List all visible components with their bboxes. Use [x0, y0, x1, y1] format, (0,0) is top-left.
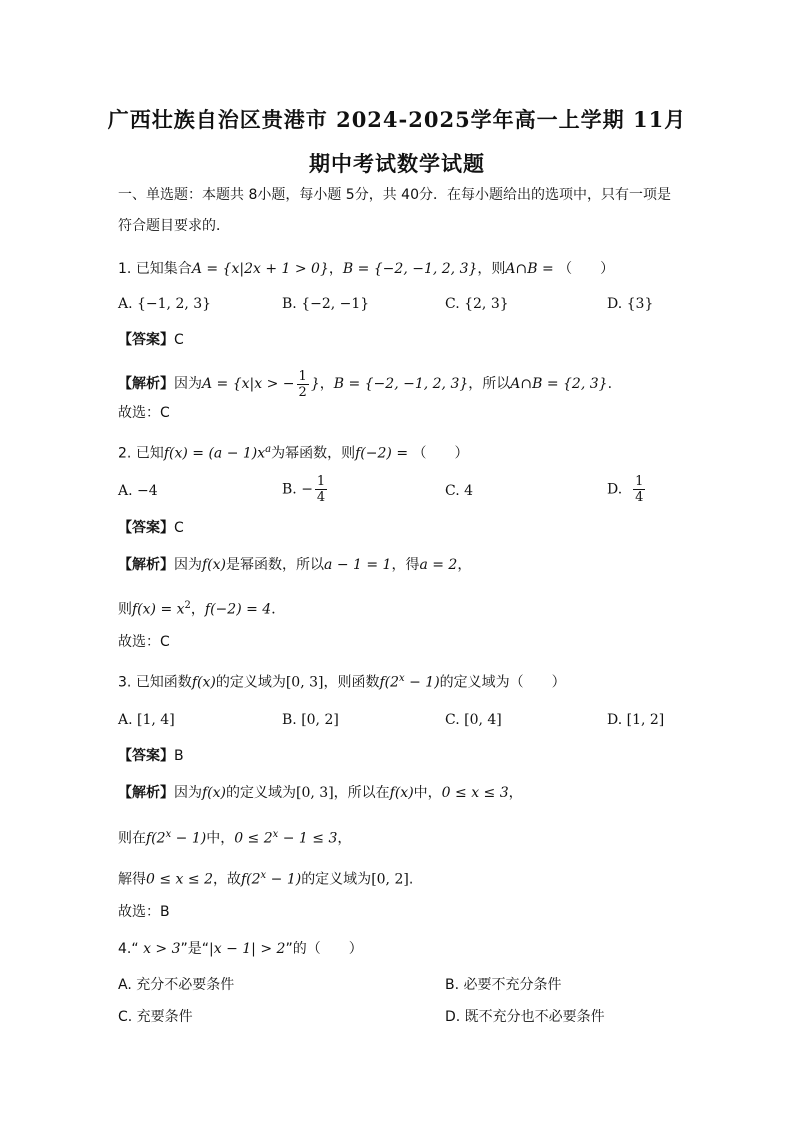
section-heading-cont: 符合题目要求的． — [118, 218, 230, 234]
analysis-3-cont: 则在$f(2^x - 1)$中，$0 \le 2^x - 1 \le 3$， — [118, 829, 352, 847]
option-d: D. {3} — [607, 296, 654, 312]
question-3: 3. 已知函数f(x)的定义域为[0, 3]，则函数$f(2^x - 1)$的定义域为（ ） — [118, 673, 566, 691]
section-heading: 一、单选题：本题共 8小题，每小题 5分，共 40分．在每小题给出的选项中，只有一项是 — [118, 187, 671, 203]
option-b: B. 必要不充分条件 — [445, 977, 562, 993]
option-a: A. {−1, 2, 3} — [118, 296, 212, 312]
option-a: A. −4 — [118, 483, 158, 499]
question-1: 1. 已知集合A = {x|2x + 1 > 0}，B = {−2, −1, 2, 3}，则A∩B = （ ） — [118, 261, 615, 277]
fraction: $\frac{1}{2}$ — [298, 368, 307, 400]
question-number: 3. — [118, 674, 136, 691]
answer-2: 【答案】C — [118, 520, 184, 536]
choose-1: 故选：C — [118, 405, 170, 421]
option-c: C. [0, 4] — [445, 712, 502, 728]
exam-title-line1: 广西壮族自治区贵港市 2024-2025学年高一上学期 11月 — [107, 107, 687, 132]
option-d: D. 既不充分也不必要条件 — [445, 1009, 605, 1025]
question-number: 1. — [118, 261, 136, 277]
set-a: A = {x|2x + 1 > 0} — [191, 261, 329, 277]
option-c: C. {2, 3} — [445, 296, 509, 312]
set-b: B = {−2, −1, 2, 3} — [342, 261, 478, 277]
analysis-3: 【解析】因为f(x)的定义域为[0, 3]，所以在f(x)中，0 ≤ x ≤ 3， — [118, 785, 523, 801]
option-d: D. $\frac{1}{4}$ — [607, 474, 644, 505]
question-number: 4. — [118, 941, 132, 957]
option-d: D. [1, 2] — [607, 712, 665, 728]
analysis-1: 【解析】因为A = {x|x > − $\frac{1}{2}$ }，B = {−2, −1, 2, 3}，所以A∩B = {2, 3}. — [118, 368, 613, 400]
question-4: 4.“ x > 3”是“|x − 1| > 2”的（ ） — [118, 941, 363, 957]
option-b: B. − $\frac{1}{4}$ — [282, 474, 326, 505]
fraction: $\frac{1}{4}$ — [635, 474, 644, 505]
answer-1: 【答案】C — [118, 332, 184, 348]
option-c: C. 4 — [445, 483, 474, 499]
choose-2: 故选：C — [118, 634, 170, 650]
question-2: 2. 已知$f(x) = (a - 1)x^a$为幂函数，则f(−2) = （ ） — [118, 444, 469, 462]
answer-3: 【答案】B — [118, 748, 184, 764]
option-b: B. {−2, −1} — [282, 296, 370, 312]
option-b: B. [0, 2] — [282, 712, 339, 728]
analysis-2-cont: 则$f(x) = x^2$，f(−2) = 4． — [118, 600, 286, 618]
exam-title-line2: 期中考试数学试题 — [309, 151, 485, 176]
option-a: A. [1, 4] — [118, 712, 175, 728]
question-number: 2. — [118, 445, 136, 462]
analysis-3-cont2: 解得0 ≤ x ≤ 2，故$f(2^x - 1)$的定义域为[0, 2]. — [118, 870, 414, 888]
choose-3: 故选：B — [118, 904, 170, 920]
fraction: $\frac{1}{4}$ — [316, 474, 326, 505]
analysis-2: 【解析】因为f(x)是幂函数，所以a − 1 = 1，得a = 2， — [118, 557, 472, 573]
option-a: A. 充分不必要条件 — [118, 977, 235, 993]
option-c: C. 充要条件 — [118, 1009, 193, 1025]
